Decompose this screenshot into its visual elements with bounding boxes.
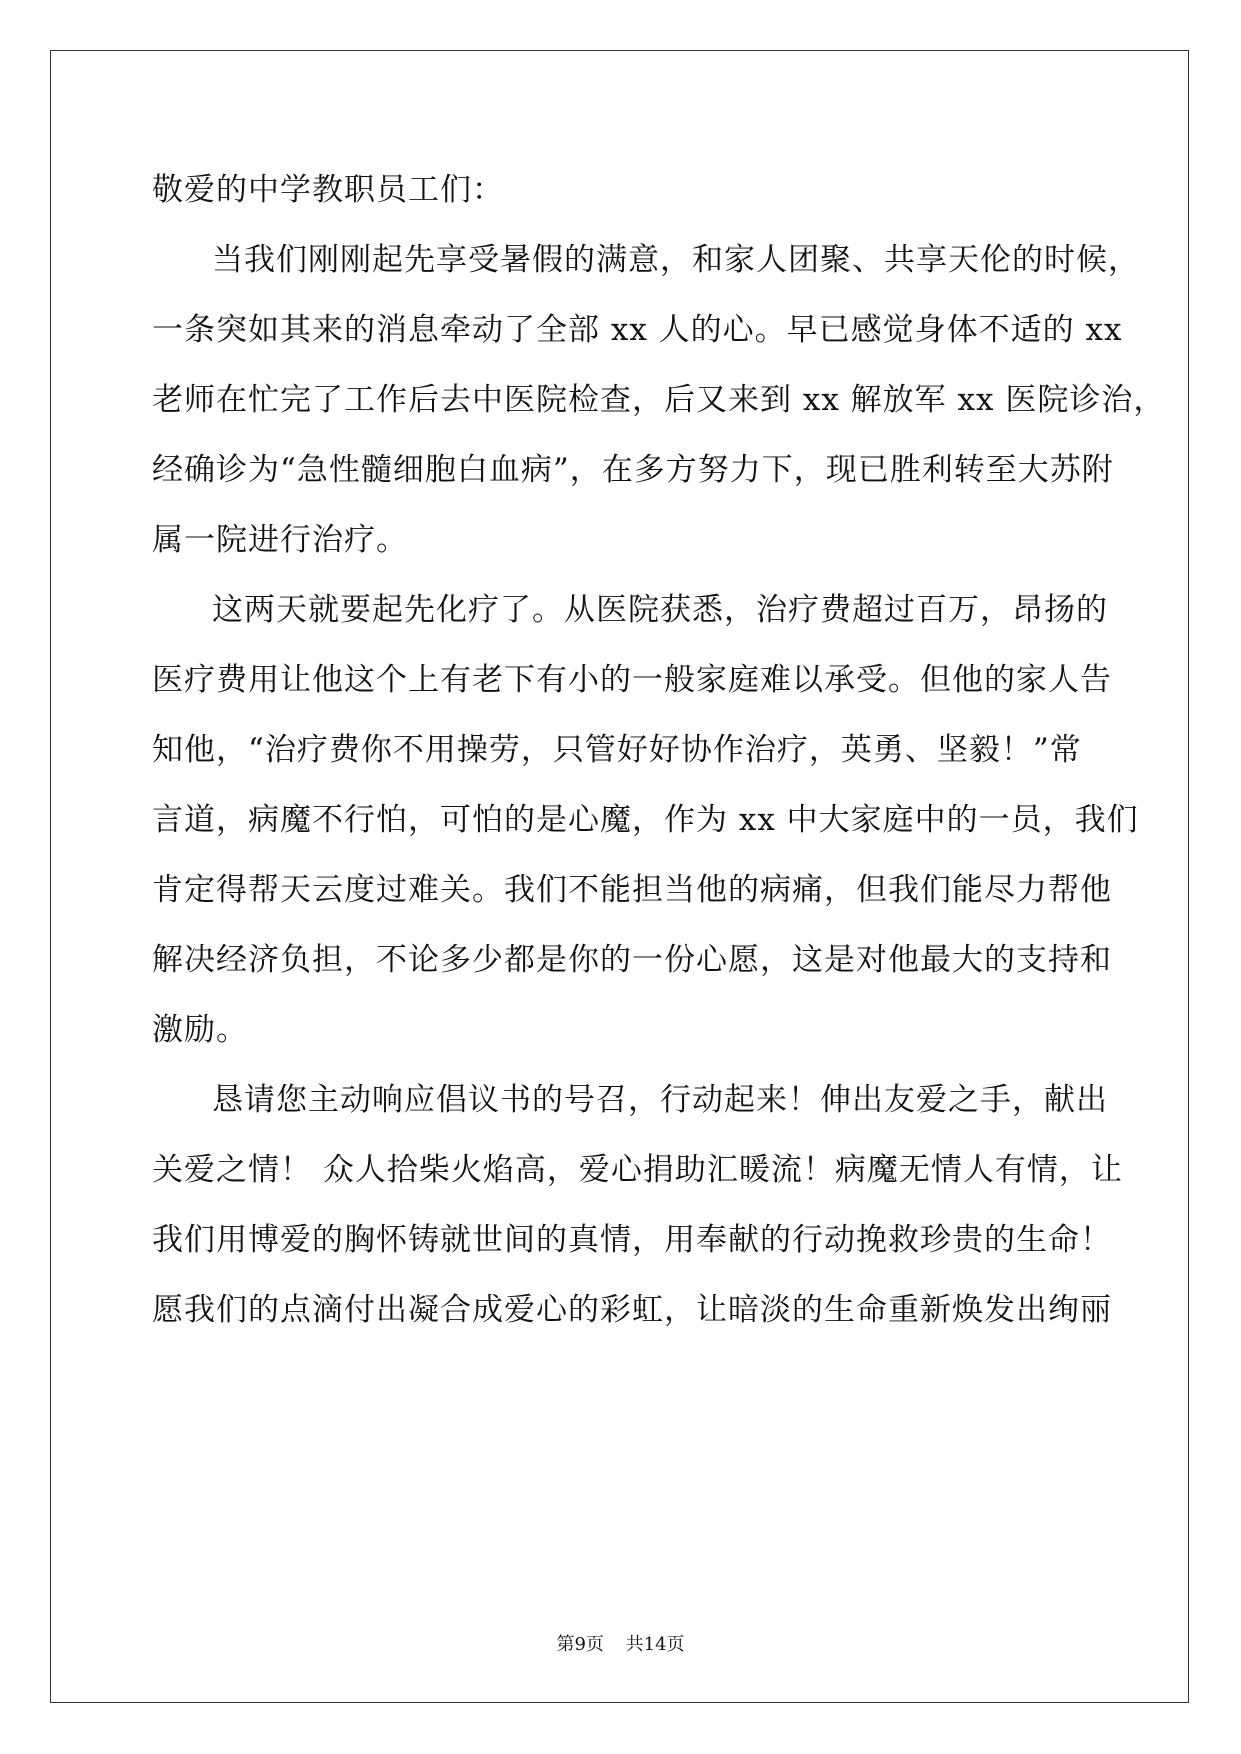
text-line: 经确诊为“急性髓细胞白血病”，在多方努力下，现已胜利转至大苏附	[152, 452, 1114, 488]
text-line: 当我们刚刚起先享受暑假的满意，和家人团聚、共享天伦的时候，	[212, 242, 1140, 278]
text-line: 言道，病魔不行怕，可怕的是心魔，作为 xx 中大家庭中的一员，我们	[152, 802, 1139, 838]
page-number: 第9页	[556, 1634, 604, 1655]
text-line: 恳请您主动响应倡议书的号召，行动起来！伸出友爱之手，献出	[212, 1082, 1108, 1118]
text-line: 解决经济负担，不论多少都是你的一份心愿，这是对他最大的支持和	[152, 942, 1112, 978]
text-line: 肯定得帮天云度过难关。我们不能担当他的病痛，但我们能尽力帮他	[152, 872, 1112, 908]
text-line: 知他，“治疗费你不用操劳，只管好好协作治疗，英勇、坚毅！”常	[152, 732, 1082, 768]
text-line: 老师在忙完了工作后去中医院检查，后又来到 xx 解放军 xx 医院诊治，	[152, 382, 1166, 418]
text-line: 一条突如其来的消息牵动了全部 xx 人的心。早已感觉身体不适的 xx	[152, 312, 1123, 348]
text-line: 关爱之情！ 众人拾柴火焰高，爱心捐助汇暖流！病魔无情人有情，让	[152, 1152, 1123, 1188]
text-line: 愿我们的点滴付出凝合成爱心的彩虹，让暗淡的生命重新焕发出绚丽	[152, 1292, 1112, 1328]
text-line: 我们用博爱的胸怀铸就世间的真情，用奉献的行动挽救珍贵的生命！	[152, 1222, 1112, 1258]
text-line: 属一院进行治疗。	[152, 522, 408, 558]
text-line: 激励。	[152, 1012, 248, 1048]
text-line: 敬爱的中学教职员工们：	[152, 172, 504, 208]
text-line: 医疗费用让他这个上有老下有小的一般家庭难以承受。但他的家人告	[152, 662, 1112, 698]
text-line: 这两天就要起先化疗了。从医院获悉，治疗费超过百万，昂扬的	[212, 592, 1108, 628]
page-total: 共14页	[625, 1634, 685, 1655]
page-footer	[0, 1630, 1241, 1656]
